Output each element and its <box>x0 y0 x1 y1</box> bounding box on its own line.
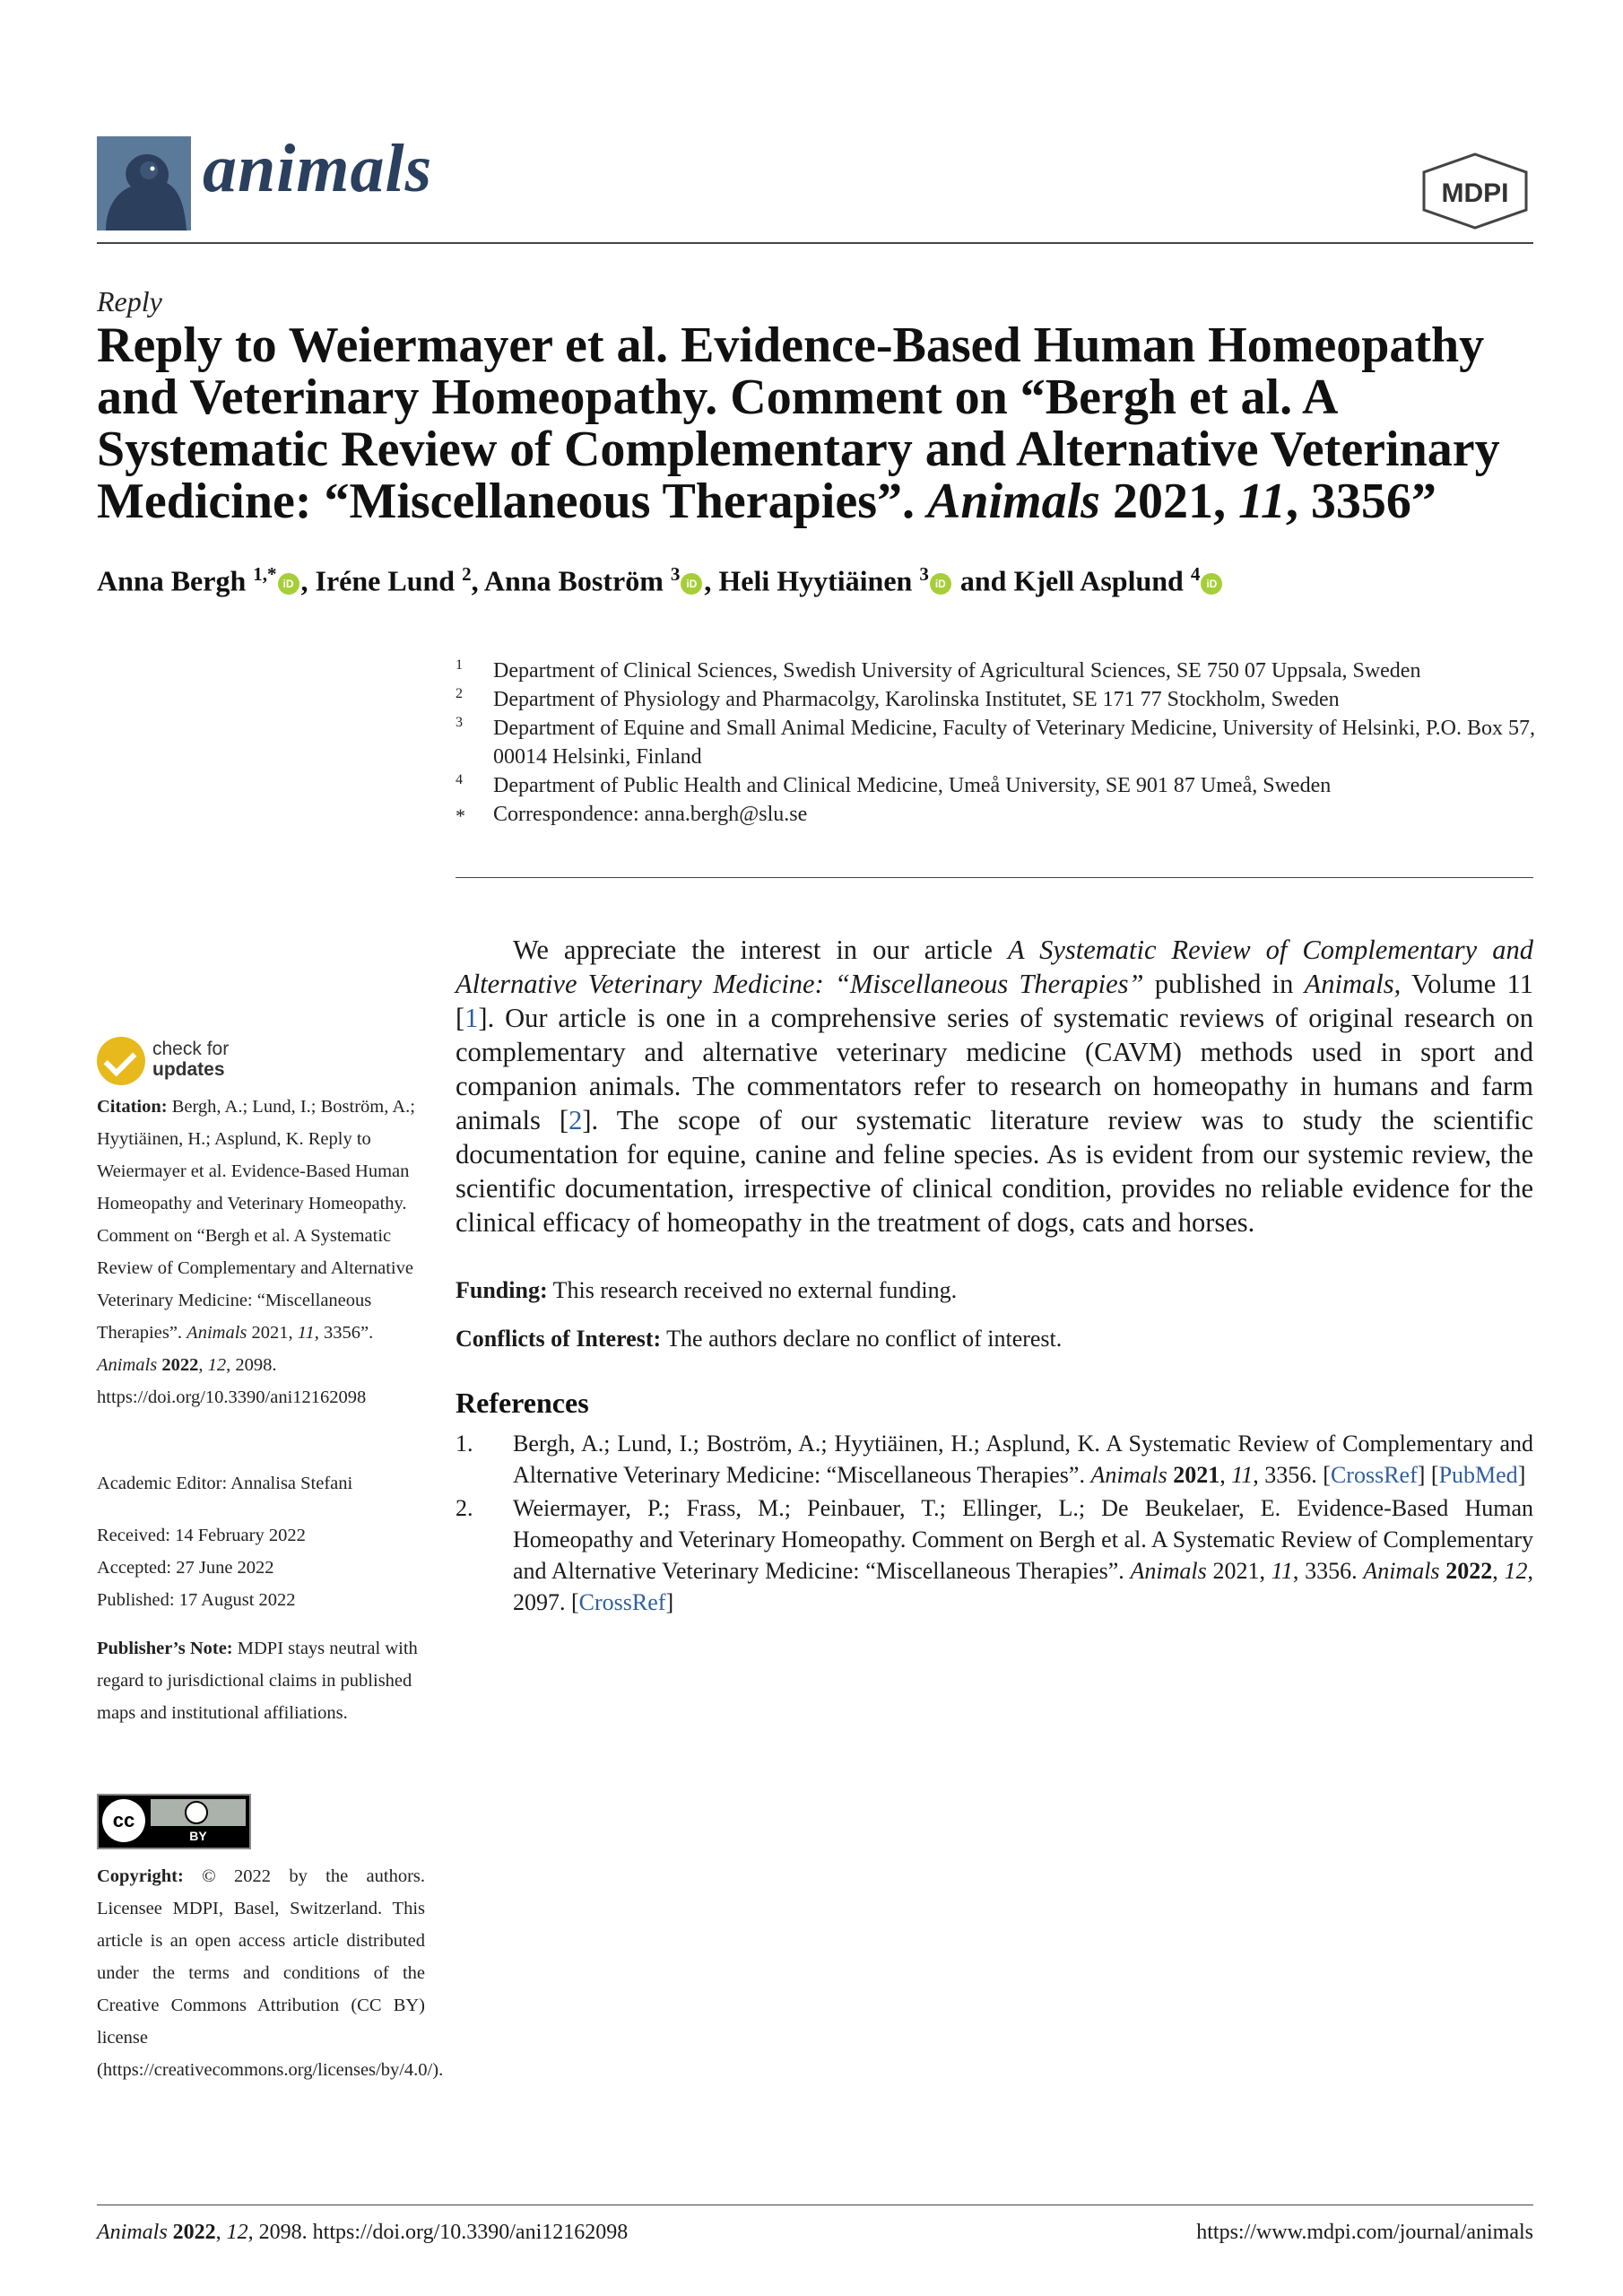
header-divider <box>97 242 1533 244</box>
footer-citation: Animals 2022, 12, 2098. https://doi.org/10.3390/ani12162098 <box>97 2221 629 2244</box>
affiliation-text: Department of Clinical Sciences, Swedish University of Agricultural Sciences, SE 750 07 Uppsala, Sweden <box>493 659 1421 683</box>
affiliation-divider <box>456 877 1533 878</box>
author-name: Heli Hyytiäinen <box>718 564 913 597</box>
body-paragraph <box>456 933 1533 1239</box>
attribution-person-icon <box>185 1801 208 1824</box>
title-journal: Animals <box>927 474 1100 529</box>
author-affiliation-mark: 3 <box>919 563 929 585</box>
publisher-logo <box>1417 151 1533 231</box>
check-for-updates-badge[interactable] <box>97 1037 294 1087</box>
article-type: Reply <box>97 285 162 317</box>
crossref-link[interactable]: CrossRef <box>1330 1462 1418 1488</box>
copyright-text: © 2022 by the authors. Licensee MDPI, Basel, Switzerland. This article is an open access article distributed under the terms and conditions of the Creative Commons Attribution (CC BY) license (https://creativecommons.org/licenses/by/4.0/). <box>97 1866 444 2080</box>
title-end: , 3356” <box>1285 474 1436 529</box>
article-title <box>97 319 1541 527</box>
author-affiliation-mark: 3 <box>670 563 681 585</box>
journal-name: animals <box>203 131 433 206</box>
citation-year-bold: 2022 <box>161 1355 199 1375</box>
orcid-icon[interactable]: iD <box>681 573 702 595</box>
cc-by-license-badge[interactable] <box>97 1794 251 1849</box>
reference-pages: , 3356. [ <box>1253 1462 1331 1488</box>
reference-separator: ] [ <box>1417 1462 1439 1488</box>
affiliation-item <box>456 685 1541 714</box>
author-name: Kjell Asplund <box>1013 564 1184 597</box>
journal-logo <box>97 136 191 230</box>
reference-number: 2. <box>456 1495 473 1521</box>
citation-journal: Animals <box>187 1323 247 1343</box>
footer-journal: Animals <box>97 2221 168 2244</box>
funding-statement <box>456 1277 957 1304</box>
body-text: Volume 11 [ <box>456 969 1533 1033</box>
affiliation-mark: 2 <box>456 686 463 701</box>
author-name: Anna Bergh <box>97 564 247 597</box>
correspondence-item <box>456 800 1541 829</box>
orcid-icon[interactable]: iD <box>930 573 951 595</box>
reference-journal: Animals <box>1363 1558 1440 1584</box>
reference-number: 1. <box>456 1431 473 1457</box>
citation-doi[interactable]: , 2098. https://doi.org/10.3390/ani12162098 <box>97 1355 367 1407</box>
orcid-icon[interactable]: iD <box>1201 573 1222 595</box>
footer-journal-url[interactable]: https://www.mdpi.com/journal/animals <box>1196 2221 1533 2244</box>
affiliation-text: Department of Public Health and Clinical Medicine, Umeå University, SE 901 87 Umeå, Sweden <box>493 774 1332 797</box>
publisher-note-text: MDPI stays neutral with regard to jurisdictional claims in published maps and institutional affiliations. <box>97 1639 418 1723</box>
citation-link[interactable]: 1 <box>464 1003 479 1033</box>
pubmed-link[interactable]: PubMed <box>1438 1462 1518 1488</box>
publisher-logo-text: MDPI <box>1441 178 1509 208</box>
references-heading: References <box>456 1387 589 1419</box>
accepted-date: Accepted: 27 June 2022 <box>97 1558 274 1578</box>
copyright-block <box>97 1860 444 2086</box>
footer-volume: 12 <box>226 2221 248 2244</box>
affiliation-mark: 4 <box>456 772 463 787</box>
citation-year: 2021, <box>247 1323 298 1343</box>
reference-journal: Animals <box>1090 1462 1167 1488</box>
title-text: Reply to Weiermayer et al. Evidence-Based Human Homeopathy and Veterinary Homeopathy. Comment on “Bergh et al. A Systematic Review of Complementary and Alternative Veterinary Medicine: “Miscellaneous Therapies”. <box>97 317 1500 529</box>
reference-text: Bergh, A.; Lund, I.; Boström, A.; Hyytiäinen, H.; Asplund, K. A Systematic Review of Complementary and Alternative Veterinary Medicine: “Miscellaneous Therapies”. <box>513 1431 1533 1488</box>
monkey-silhouette-icon <box>97 136 191 230</box>
reference-prior-volume: 11 <box>1271 1558 1293 1584</box>
citation-volume: 11 <box>297 1323 315 1343</box>
author-name: Anna Boström <box>483 564 664 597</box>
citation-label: Citation: <box>97 1097 168 1117</box>
reference-prior-year: 2021, <box>1212 1558 1271 1584</box>
reference-volume: 11 <box>1231 1462 1254 1488</box>
received-date: Received: 14 February 2022 <box>97 1526 306 1545</box>
citation-pages: , 3356”. <box>314 1323 374 1343</box>
publisher-note-label: Publisher’s Note: <box>97 1639 233 1658</box>
citation-journal: Animals <box>97 1355 158 1375</box>
conflicts-of-interest <box>456 1326 1062 1352</box>
reference-item: 1. Bergh, A.; Lund, I.; Boström, A.; Hyytiäinen, H.; Asplund, K. A Systematic Review of Complementary and Alternative Veterinary Medicine: “Miscellaneous Therapies”. Animals 2021, 11, 3356. [CrossRef] [PubMed] <box>456 1428 1533 1491</box>
body-text: published in <box>1143 969 1305 999</box>
copyright-label: Copyright: <box>97 1866 184 1886</box>
main-text <box>456 933 1533 1239</box>
reference-journal: Animals <box>1130 1558 1207 1584</box>
reference-item: 2. Weiermayer, P.; Frass, M.; Peinbauer, T.; Ellinger, L.; De Beukelaer, E. Evidence-Based Human Homeopathy and Veterinary Homeopathy. Comment on Bergh et al. A Systematic Review of Complementary and Alternative Veterinary Medicine: “Miscellaneous Therapies”. Animals 2021, 11, 3356. Animals 2022, 12, 2097. [CrossRef] <box>456 1492 1533 1618</box>
reference-text: Weiermayer, P.; Frass, M.; Peinbauer, T.; Ellinger, L.; De Beukelaer, E. Evidence-Based Human Homeopathy and Veterinary Homeopathy. Comment on Bergh et al. A Systematic Review of Complementary and Alternative Veterinary Medicine: “Miscellaneous Therapies”. <box>513 1495 1533 1584</box>
reference-end: ] <box>665 1589 674 1615</box>
references-list <box>456 1428 1533 1620</box>
author-affiliation-mark: 1,* <box>253 563 277 585</box>
affiliations <box>456 657 1541 829</box>
check-updates-label: check for <box>152 1039 230 1059</box>
coi-label: Conflicts of Interest: <box>456 1326 662 1352</box>
title-year: 2021, <box>1099 474 1238 529</box>
reference-year: 2021 <box>1173 1462 1220 1488</box>
body-text: ]. Our article is one in a comprehensive series of systematic reviews of original research on complementary and alternative veterinary medicine (CAVM) methods used in sport and companion animals. The commentators refer to research on homeopathy in humans and farm animals [ <box>456 1003 1533 1135</box>
citation-text: Bergh, A.; Lund, I.; Boström, A.; Hyytiäinen, H.; Asplund, K. Reply to Weiermayer et al. Evidence-Based Human Homeopathy and Veterinary Homeopathy. Comment on “Bergh et al. A Systematic Review of Complementary and Alternative Veterinary Medicine: “Miscellaneous Therapies”. <box>97 1097 415 1343</box>
citation-volume: 12 <box>207 1355 227 1375</box>
reference-year: 2022 <box>1445 1558 1493 1584</box>
affiliation-mark: 3 <box>456 715 463 730</box>
correspondence-mark: * <box>456 804 465 827</box>
author-list: Anna Bergh $^{1,*}$ iD , Iréne Lund $^2$, Anna Boström $^3$ iD , Heli Hyytiäinen $^3$ iD and Kjell Asplund $^4$ iD <box>97 563 1224 598</box>
body-text: We appreciate the interest in our article <box>513 935 1008 965</box>
affiliation-item <box>456 657 1541 685</box>
cc-icon: cc <box>102 1799 145 1842</box>
affiliation-item <box>456 714 1541 771</box>
check-updates-icon <box>97 1037 145 1085</box>
orcid-icon[interactable]: iD <box>278 573 299 595</box>
body-article-title: A Systematic Review of Complementary and Alternative Veterinary Medicine: “Miscellaneous Therapies” <box>456 935 1533 999</box>
author-affiliation-mark: 4 <box>1190 563 1201 585</box>
author-connector: and <box>959 564 1007 597</box>
body-text: ]. The scope of our systematic literature review was to study the scientific documentation for equine, canine and feline species. As is evident from our systemic review, the scientific documentation, irrespective of clinical condition, provides no reliable evidence for the clinical efficacy of homeopathy in the treatment of dogs, cats and horses. <box>456 1105 1533 1238</box>
mdpi-hexagon-icon <box>1417 151 1533 231</box>
reference-end: ] <box>1517 1462 1526 1488</box>
body-journal-name: Animals, <box>1304 969 1402 999</box>
reference-volume: 12 <box>1504 1558 1528 1584</box>
citation-link[interactable]: 2 <box>568 1105 583 1135</box>
title-volume: 11 <box>1237 474 1286 529</box>
check-updates-label-bold: updates <box>152 1059 225 1080</box>
citation-block: Citation: Bergh, A.; Lund, I.; Boström, A.; Hyytiäinen, H.; Asplund, K. Reply to Weiermayer et al. Evidence-Based Human Homeopathy and Veterinary Homeopathy. Comment on “Bergh et al. A Systematic Review of Complementary and Alternative Veterinary Medicine: “Miscellaneous Therapies”. Animals 2021, 11, 3356”. Animals 2022, 12, 2098. https://doi.org/10.3390/ani12162098 <box>97 1097 415 1407</box>
crossref-link[interactable]: CrossRef <box>578 1589 666 1615</box>
affiliation-text: Department of Equine and Small Animal Medicine, Faculty of Veterinary Medicine, University of Helsinki, P.O. Box 57, 00014 Helsinki, Finland <box>493 717 1536 769</box>
affiliation-text: Department of Physiology and Pharmacolgy, Karolinska Institutet, SE 171 77 Stockholm, Sweden <box>493 688 1340 711</box>
reference-pages: , 2097. [ <box>513 1558 1534 1615</box>
affiliation-item <box>456 771 1541 800</box>
author-name: Iréne Lund <box>315 564 456 597</box>
funding-text: This research received no external funding. <box>547 1277 958 1303</box>
affiliation-mark: 1 <box>456 657 463 673</box>
publisher-note <box>97 1632 425 1729</box>
published-date: Published: 17 August 2022 <box>97 1590 296 1610</box>
cc-by-label: BY <box>151 1826 246 1846</box>
publication-dates <box>97 1519 425 1616</box>
correspondence-text[interactable]: Correspondence: anna.bergh@slu.se <box>493 803 808 826</box>
author-affiliation-mark: 2 <box>462 563 472 585</box>
footer-year: 2022 <box>172 2221 216 2244</box>
footer-doi[interactable]: , 2098. https://doi.org/10.3390/ani12162098 <box>247 2221 629 2244</box>
academic-editor: Academic Editor: Annalisa Stefani <box>97 1474 353 1493</box>
coi-text: The authors declare no conflict of interest. <box>661 1326 1063 1352</box>
reference-prior-pages: , 3356. <box>1292 1558 1364 1584</box>
funding-label: Funding: <box>456 1277 548 1303</box>
